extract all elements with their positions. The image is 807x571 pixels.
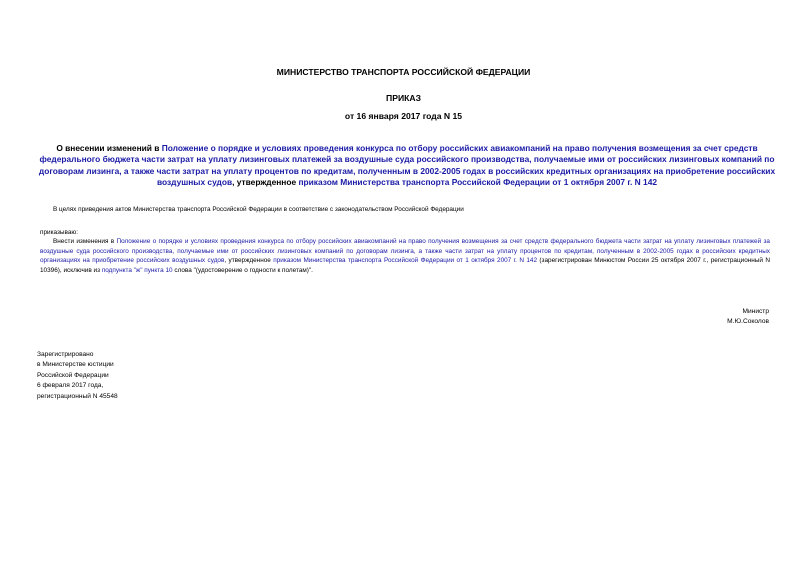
main-middle-1: , утвержденное xyxy=(224,257,274,265)
registration-line: в Министерстве юстиции xyxy=(37,361,114,369)
subject-prefix: О внесении изменений в xyxy=(56,143,162,153)
order-word: приказываю: xyxy=(40,229,78,236)
registration-block xyxy=(37,350,118,402)
subject-regulation-link[interactable]: Положение о порядке и условиях проведения конкурса по отбору российских авиакомпаний на право получения возмещения за счет средств федерального бюджета части затрат на уплату лизинговых платежей за воздушные суда российского производства, получаемые ими от российских лизинговых компаний по договорам лизинга, а также части затрат на уплату процентов по кредитам, полученным в 2002-2005 годах в российских кредитных организациях на приобретение российских воздушных судов xyxy=(38,143,776,188)
main-paragraph xyxy=(40,237,770,275)
signature-block xyxy=(727,307,769,327)
main-regulation-link[interactable]: Положение о порядке и условиях проведения конкурса по отбору российских авиакомпаний на право получения возмещения за счет средств федерального бюджета части затрат на уплату лизинговых платежей за воздушные суда российского производства, получаемые ими от российских лизинговых компаний по договорам лизинга, а также части затрат на уплату процентов по кредитам, полученным в 2002-2005 годах в российских кредитных организациях на приобретение российских воздушных судов xyxy=(40,238,770,265)
ministry-title: МИНИСТЕРСТВО ТРАНСПОРТА РОССИЙСКОЙ ФЕДЕРАЦИИ xyxy=(276,67,531,77)
document-type: ПРИКАЗ xyxy=(386,93,421,103)
main-middle-2: (зарегистрирован Минюстом России 25 октября 2007 г., регистрационный N 10396), исключив из xyxy=(40,257,770,274)
subject-middle: , утвержденное xyxy=(232,177,299,188)
signature-name: М.Ю.Соколов xyxy=(727,318,769,325)
subject-order-link[interactable]: приказом Министерства транспорта Российской Федерации от 1 октября 2007 г. N 142 xyxy=(298,177,658,188)
registration-line: Зарегистрировано xyxy=(37,351,94,358)
main-prefix: Внести изменения в xyxy=(53,238,117,245)
registration-line: 6 февраля 2017 года, xyxy=(37,382,104,390)
preamble-text: В целях приведения актов Министерства транспорта Российской Федерации в соответствие с законодательством Российской Федерации xyxy=(53,206,464,213)
document-date-number: от 16 января 2017 года N 15 xyxy=(344,111,463,121)
main-order-link[interactable]: приказом Министерства транспорта Российской Федерации от 1 октября 2007 г. N 142 xyxy=(273,257,538,265)
main-subpoint-link[interactable]: подпункта "ж" пункта 10 xyxy=(101,266,173,274)
signature-title: Министр xyxy=(742,308,769,315)
registration-line: Российской Федерации xyxy=(37,371,109,379)
document-subject xyxy=(37,143,777,189)
registration-line: регистрационный N 45548 xyxy=(37,392,118,400)
main-suffix: слова "(удостоверение о годности к полетам)". xyxy=(172,266,313,274)
